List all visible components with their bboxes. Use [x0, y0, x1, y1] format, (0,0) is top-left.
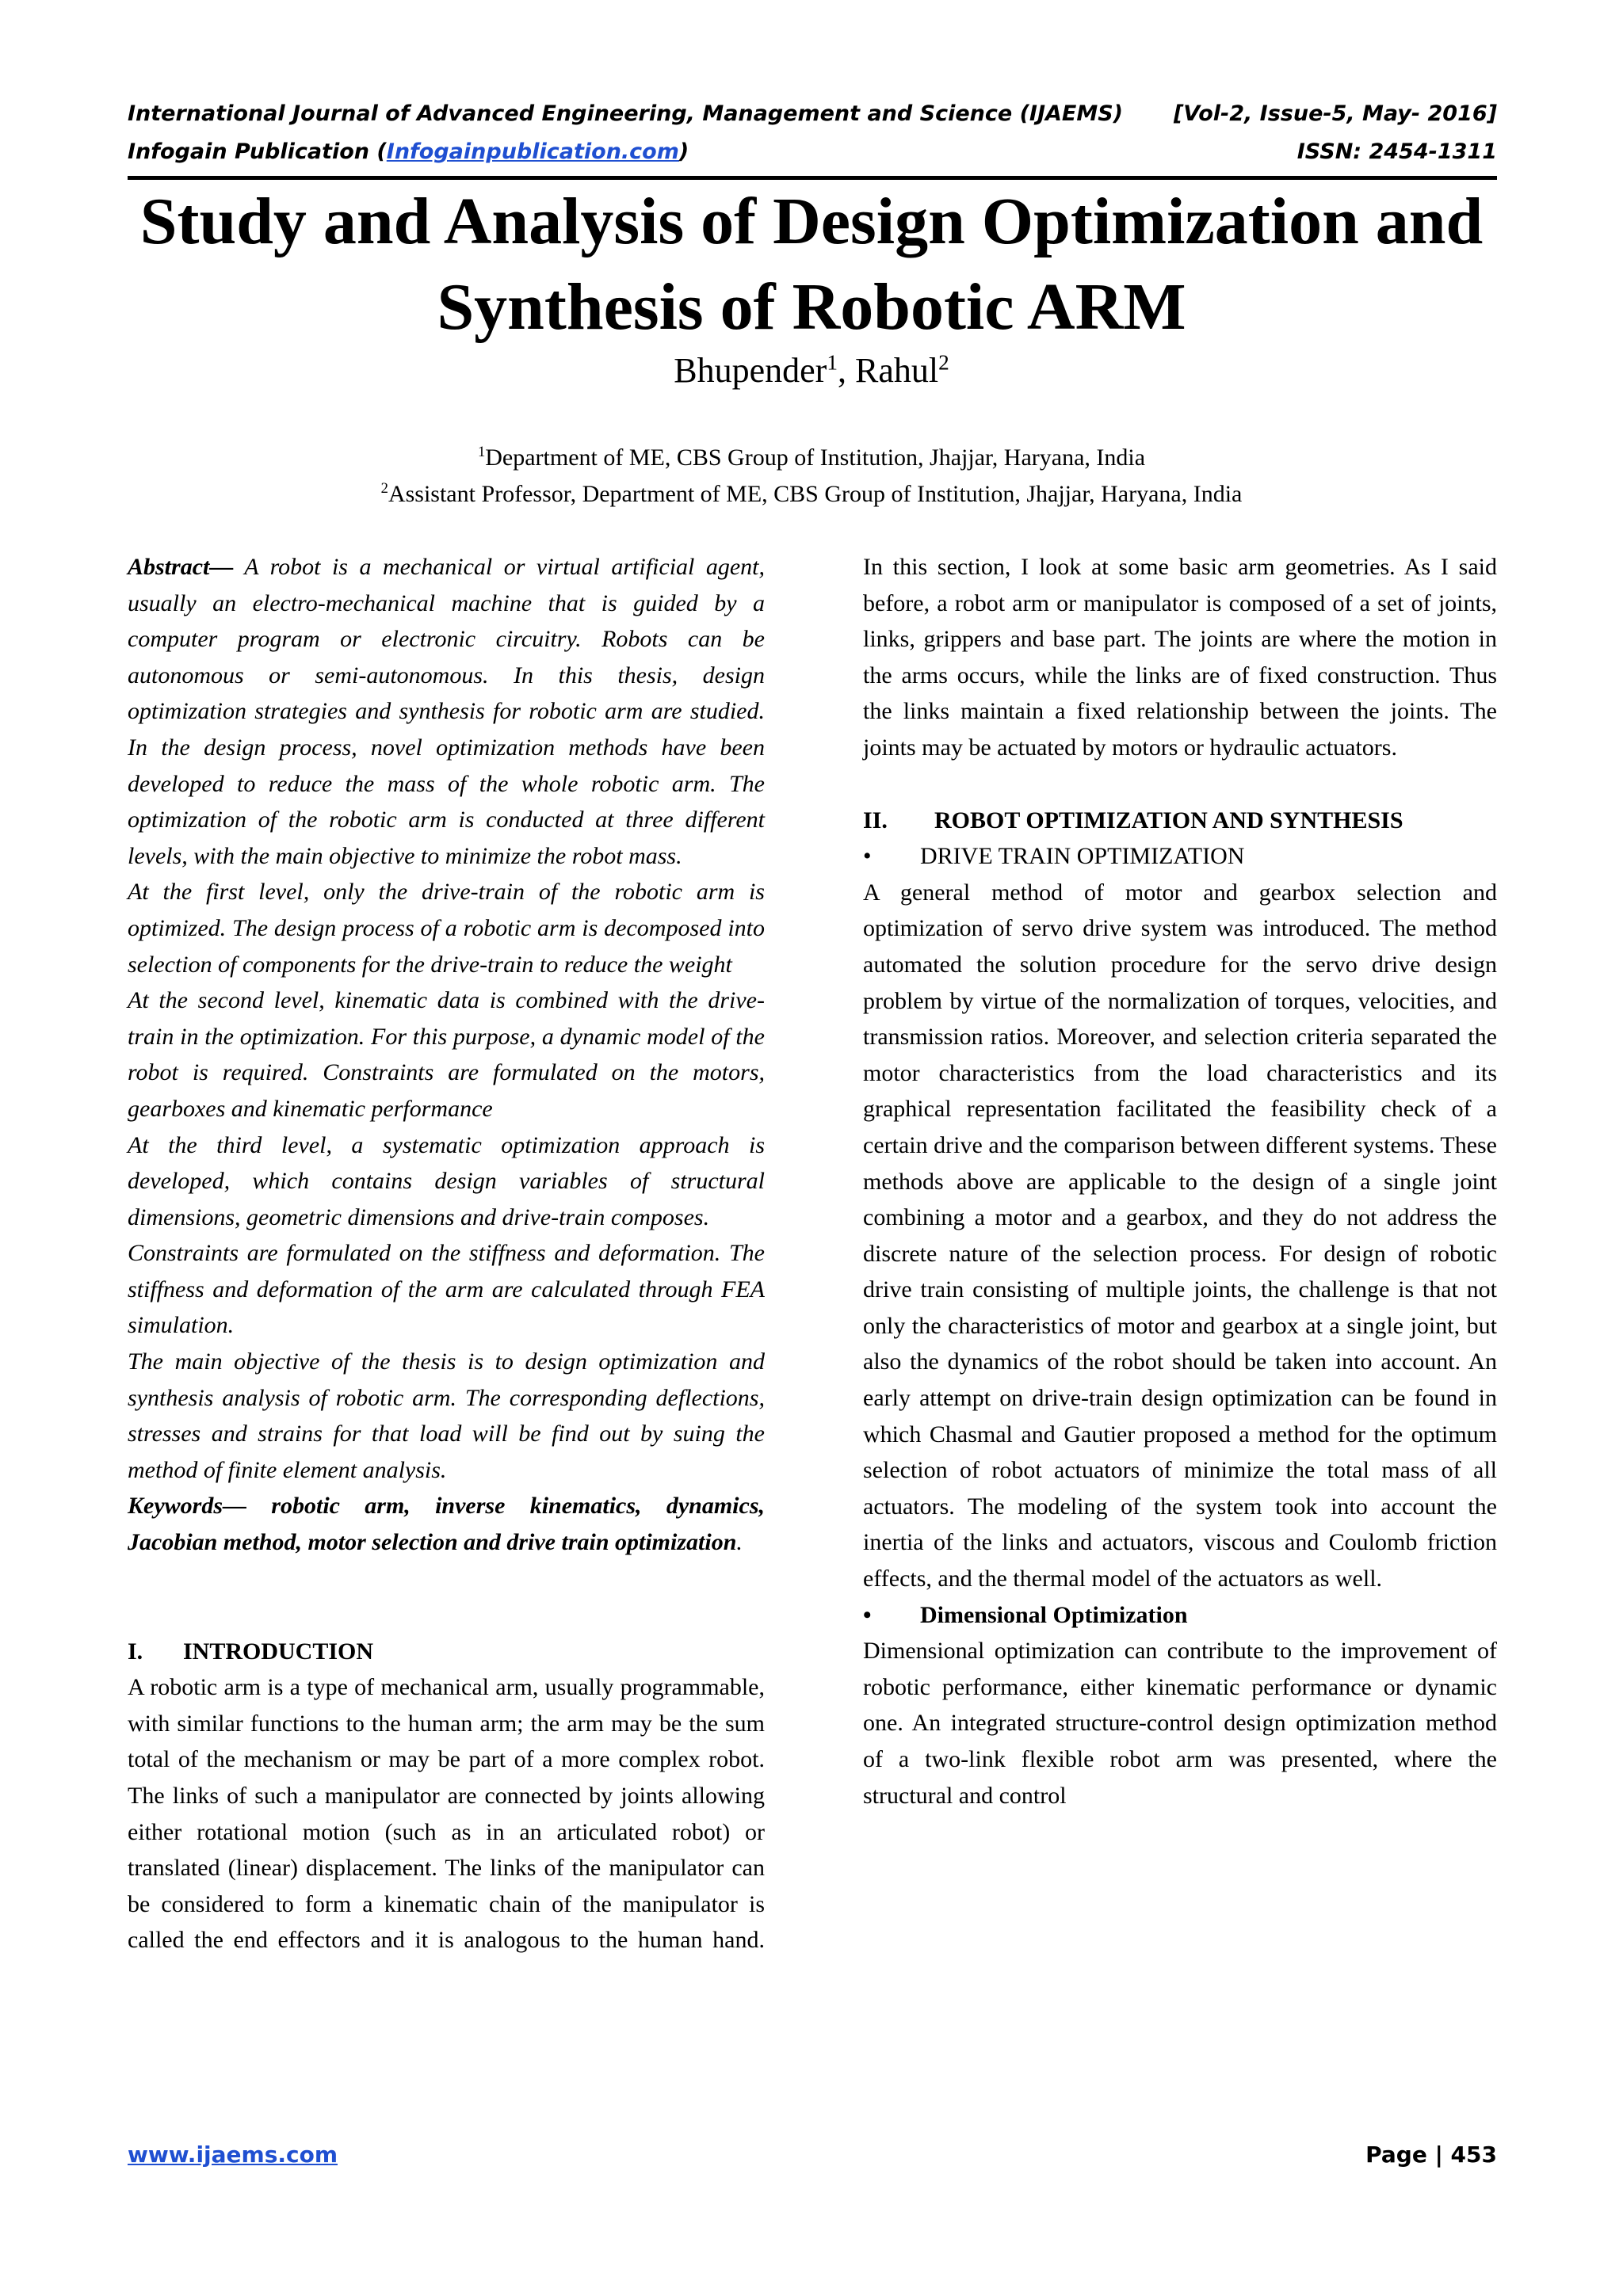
keywords-text: robotic arm, inverse kinematics, dynamics, Jacobian method, motor selection and drive train optimization	[128, 1493, 765, 1556]
paper-title-line-1: Study and Analysis of Design Optimization and	[139, 185, 1484, 258]
paper-title-line-2: Synthesis of Robotic ARM	[437, 270, 1186, 344]
author-name: Bhupender	[674, 351, 827, 390]
section-title: INTRODUCTION	[183, 1638, 374, 1665]
author-separator: ,	[837, 351, 855, 390]
publisher-suffix: )	[678, 139, 689, 164]
section-heading-optimization	[863, 803, 1497, 839]
abstract-paragraph: At the second level, kinematic data is combined with the drive-train in the optimization. For this purpose, a dynamic model of the robot is required. Constraints are formulated on the motors, gearboxes and kinematic performance	[128, 987, 765, 1122]
affiliation-sup: 1	[477, 444, 486, 460]
abstract-paragraph: The main objective of the thesis is to design optimization and synthesis analysis of robotic arm. The corresponding deflections, stresses and strains for that load will be find out by suing the method of finite element analysis.	[128, 1348, 765, 1483]
page-footer	[128, 2139, 1497, 2171]
author-sup: 2	[938, 350, 949, 375]
section-number: II.	[863, 807, 888, 833]
intro-paragraph: In this section, I look at some basic arm geometries. As I said before, a robot arm or manipulator is composed of a set of joints, links, grippers and base part. The joints are where the motion in the arms occurs, while the links are of fixed construction. Thus the links maintain a fixed relationship between the joints. The joints may be actuated by motors or hydraulic actuators.	[863, 554, 1497, 761]
publisher-prefix: Infogain Publication (	[128, 139, 387, 164]
abstract-label: Abstract—	[128, 554, 234, 580]
subsection-dimensional	[863, 1597, 1497, 1634]
author-sup: 1	[827, 350, 838, 375]
running-header-line-2	[128, 137, 1497, 167]
affiliation-text: Department of ME, CBS Group of Institution, Jhajjar, Haryana, India	[485, 444, 1146, 471]
keywords	[128, 1488, 765, 1560]
bullet-icon: •	[863, 843, 872, 870]
section-heading-introduction	[128, 1634, 765, 1670]
affiliation	[0, 442, 1623, 474]
right-column	[863, 549, 1497, 1814]
volume-info: [Vol-2, Issue-5, May- 2016]	[1173, 101, 1497, 126]
publisher	[128, 137, 689, 167]
keywords-end: .	[736, 1529, 743, 1556]
subsection-title: DRIVE TRAIN OPTIMIZATION	[920, 843, 1245, 870]
page-number: Page | 453	[1365, 2142, 1497, 2168]
subsection-title: Dimensional Optimization	[920, 1601, 1188, 1628]
intro-paragraph: A robotic arm is a type of mechanical arm, usually programmable, with similar functions to the human arm; the arm may be the sum total of the mechanism or may be part of a more complex robot. The links of such a manipulator are connected by joints allowing either rotational motion (such as in an articulated robot) or translated (linear) displacement. The links of the manipulator can be considered to form a kinematic chain of the manipulator is called the end effectors and it is analogous to the human hand.	[128, 1674, 765, 1954]
author-name: Rahul	[854, 351, 939, 390]
abstract-paragraph: At the first level, only the drive-train of the robotic arm is optimized. The design process of a robotic arm is decomposed into selection of components for the drive-train to reduce the weight	[128, 879, 765, 978]
running-header-line-1	[128, 99, 1497, 129]
affiliation-text: Assistant Professor, Department of ME, CBS Group of Institution, Jhajjar, Haryana, India	[388, 481, 1243, 507]
journal-website-link[interactable]: www.ijaems.com	[128, 2142, 338, 2168]
abstract-paragraph	[128, 549, 765, 874]
abstract-text: A robot is a mechanical or virtual artificial agent, usually an electro-mechanical machine that is guided by a computer program or electronic circuitry. Robots can be autonomous or semi-autonomous. In this thesis, design optimization strategies and synthesis for robotic arm are studied. In the design process, novel optimization methods have been developed to reduce the mass of the whole robotic arm. The optimization of the robotic arm is conducted at three different levels, with the main objective to minimize the robot mass.	[128, 554, 765, 869]
section-title: ROBOT OPTIMIZATION AND SYNTHESIS	[934, 807, 1403, 833]
abstract-paragraph: Constraints are formulated on the stiffness and deformation. The stiffness and deformation of the arm are calculated through FEA simulation.	[128, 1240, 765, 1339]
author-list	[0, 349, 1623, 393]
left-column	[128, 549, 765, 1958]
header-rule	[128, 176, 1497, 180]
affiliation-sup: 2	[380, 480, 388, 497]
bullet-icon: •	[863, 1601, 872, 1628]
publisher-link[interactable]: Infogainpublication.com	[386, 139, 679, 164]
section-number: I.	[128, 1638, 143, 1665]
dimensional-paragraph: Dimensional optimization can contribute to the improvement of robotic performance, either kinematic performance or dynamic one. An integrated structure-control design optimization method of a two-link flexible robot arm was presented, where the structural and control	[863, 1638, 1497, 1809]
subsection-drive-train	[863, 838, 1497, 875]
journal-name: International Journal of Advanced Engineering, Management and Science (IJAEMS)	[128, 101, 1124, 126]
abstract-paragraph: At the third level, a systematic optimization approach is developed, which contains design variables of structural dimensions, geometric dimensions and drive-train composes.	[128, 1131, 765, 1230]
spacer	[863, 766, 1497, 803]
affiliation	[0, 479, 1623, 510]
issn: ISSN: 2454-1311	[1296, 139, 1497, 164]
drive-train-paragraph: A general method of motor and gearbox selection and optimization of servo drive system was introduced. The method automated the solution procedure for the servo drive design problem by virtue of the normalization of torques, velocities, and transmission ratios. Moreover, and selection criteria separated the motor characteristics from the load characteristics and its graphical representation facilitated the feasibility check of a certain drive and the comparison between different systems. These methods above are applicable to the design of a single joint combining a motor and a gearbox, and they do not address the discrete nature of the selection process. For design of robotic drive train consisting of multiple joints, the challenge is that not only the characteristics of motor and gearbox at a single joint, but also the dynamics of the robot should be taken into account. An early attempt on drive-train design optimization can be found in which Chasmal and Gautier proposed a method for the optimum selection of robot actuators of minimize the total mass of all actuators. The modeling of the system took into account the inertia of the links and actuators, viscous and Coulomb friction effects, and the thermal model of the actuators as well.	[863, 879, 1497, 1592]
spacer	[128, 1561, 765, 1634]
keywords-label: Keywords—	[128, 1493, 246, 1520]
